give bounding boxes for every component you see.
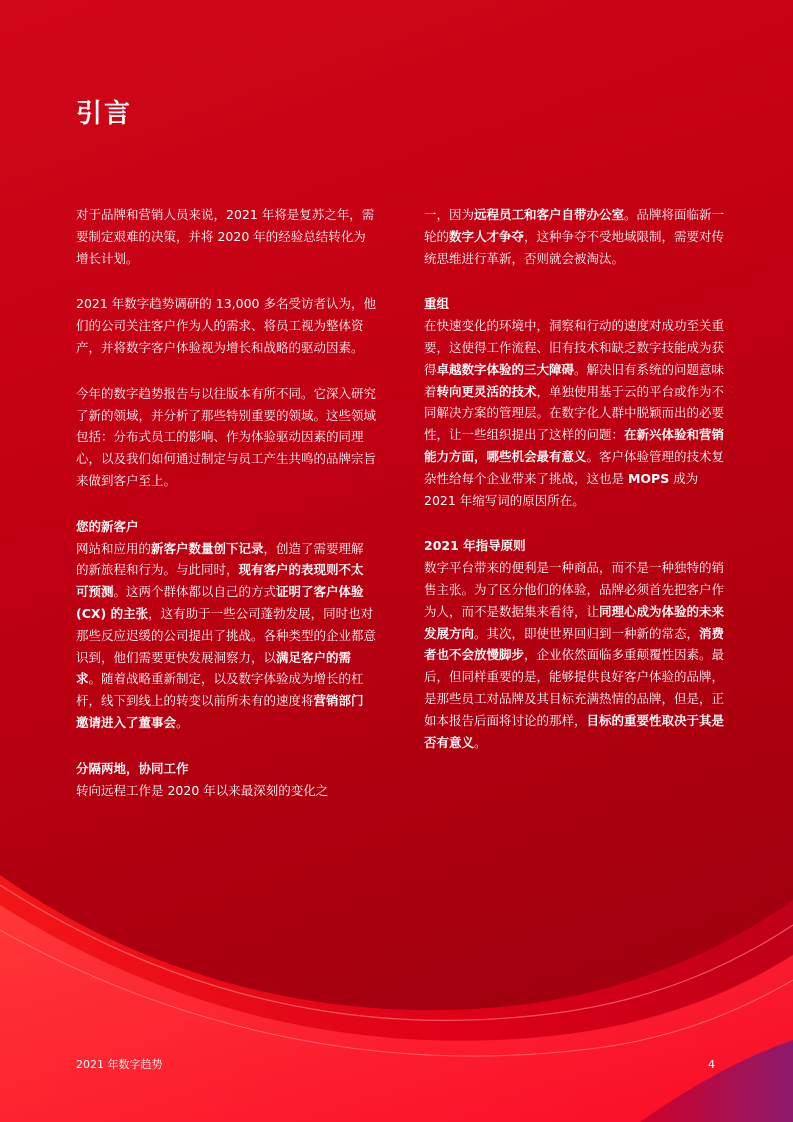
text-segment: ，这有助于一些公司蓬勃发展，同时也对那些反应迟缓的公司提出了挑战。各种类型的企业都意识到，他们需要更快发展洞察力，以 (76, 605, 377, 665)
bold-text-segment: 证明了客户体验 (CX) 的主张 (76, 584, 364, 621)
paragraph (424, 204, 726, 269)
text-segment: ，创造了需要理解的新旅程和行为。与此同时， (76, 540, 364, 578)
text-segment: ，单独使用基于云的平台或作为不同解决方案的管理层。在数字化人群中脱颖而出的必要性，让一些组织提出了这样的问题： (424, 383, 725, 443)
footer-report-title: 2021 年数字趋势 (76, 1058, 163, 1071)
text-segment: 今年的数字趋势报告与以往版本有所不同。它深入研究了新的领域，并分析了那些特别重要的领域。这些领域包括：分布式员工的影响、作为体验驱动因素的同理心，以及我们如何通过制定与员工产生共鸣的品牌宗旨来做到客户至上。 (76, 385, 377, 488)
paragraph (76, 293, 376, 358)
paragraph-body (76, 780, 376, 802)
paragraph (424, 293, 726, 511)
text-segment: 数字平台带来的便利是一种商品，而不是一种独特的销售主张。为了区分他们的体验，品牌必须首先把客户作为人，而不是数据集来看待，让 (424, 560, 725, 619)
section-heading: 您的新客户 (76, 518, 139, 534)
text-segment: 网站和应用的 (76, 540, 152, 556)
section-heading: 分隔两地，协同工作 (76, 760, 189, 776)
paragraph-body (76, 383, 376, 492)
bold-text-segment: MOPS (627, 470, 670, 486)
bold-text-segment: 在新兴体验和营销能力方面，哪些机会最有意义 (424, 427, 725, 464)
footer-page-number: 4 (708, 1058, 715, 1071)
section-heading: 重组 (424, 296, 450, 312)
bold-text-segment: 现有客户的表现则不太可预测 (76, 562, 364, 600)
bold-text-segment: 满足客户的需求 (76, 649, 352, 687)
text-segment: 2021 年数字趋势调研的 13,000 多名受访者认为，他们的公司关注客户作为人的需求、将员工视为整体资产，并将数字客户体验视为增长和战略的驱动因素。 (76, 296, 376, 355)
paragraph (76, 204, 376, 269)
bold-text-segment: 同理心成为体验的未来发展方向 (424, 603, 725, 641)
text-segment: 转向远程工作是 2020 年以来最深刻的变化之 (76, 782, 329, 798)
paragraph (424, 535, 726, 753)
text-segment: 。客户体验管理的技术复杂性给每个企业带来了挑战，这也是 (424, 448, 725, 486)
text-segment: 成为 2021 年缩写词的原因所在。 (424, 470, 699, 508)
text-segment: 。 (474, 734, 487, 750)
text-segment: 。随着战略重新制定，以及数字体验成为增长的杠杆，线下到线上的转变以前所未有的速度将 (76, 671, 364, 709)
section-heading: 2021 年指导原则 (424, 538, 526, 554)
bold-text-segment: 远程员工和客户自带办公室 (474, 207, 625, 222)
text-segment: 一，因为 (424, 207, 475, 222)
paragraph-body (76, 204, 376, 269)
text-segment: 。其次，即使世界回归到一种新的常态， (474, 625, 700, 641)
left-column (76, 204, 376, 825)
text-segment: 。 (176, 714, 189, 730)
bold-text-segment: 营销部门邀请进入了董事会 (76, 693, 364, 730)
paragraph-body (424, 557, 726, 753)
text-segment: 。品牌将面临新一轮的 (424, 207, 725, 244)
bold-text-segment: 卓越数字体验的三大障碍 (436, 361, 575, 377)
paragraph (76, 516, 376, 734)
bold-text-segment: 转向更灵活的技术 (436, 383, 537, 399)
paragraph-body (76, 293, 376, 358)
text-segment: ，企业依然面临多重颠覆性因素。最后，但同样重要的是，能够提供良好客户体验的品牌，是那些员工对品牌及其目标充满热情的品牌，但是，正如本报告后面将讨论的那样， (424, 647, 725, 728)
bold-text-segment: 数字人才争夺 (449, 228, 525, 244)
bold-text-segment: 消费者也不会放慢脚步 (424, 625, 725, 663)
text-segment: 对于品牌和营销人员来说，2021 年将是复苏之年，需要制定艰难的决策，并将 2020 年的经验总结转化为增长计划。 (76, 207, 375, 266)
paragraph-body (424, 315, 726, 511)
bold-text-segment: 目标的重要性取决于其是否有意义 (424, 712, 725, 750)
paragraph-body (424, 204, 726, 269)
page-title: 引言 (76, 99, 133, 129)
right-column (424, 204, 726, 777)
paragraph (76, 758, 376, 802)
paragraph-body (76, 538, 376, 734)
text-segment: ，这种争夺不受地域限制，需要对传统思维进行革新，否则就会被淘汰。 (424, 228, 725, 266)
text-segment: 。这两个群体都以自己的方式 (113, 584, 277, 600)
bold-text-segment: 新客户数量创下记录 (151, 540, 264, 556)
paragraph (76, 383, 376, 492)
text-segment: 。解决旧有系统的问题意味着 (424, 361, 725, 399)
text-segment: 在快速变化的环境中，洞察和行动的速度对成功至关重要，这使得工作流程、旧有技术和缺乏数字技能成为获得 (424, 318, 725, 377)
